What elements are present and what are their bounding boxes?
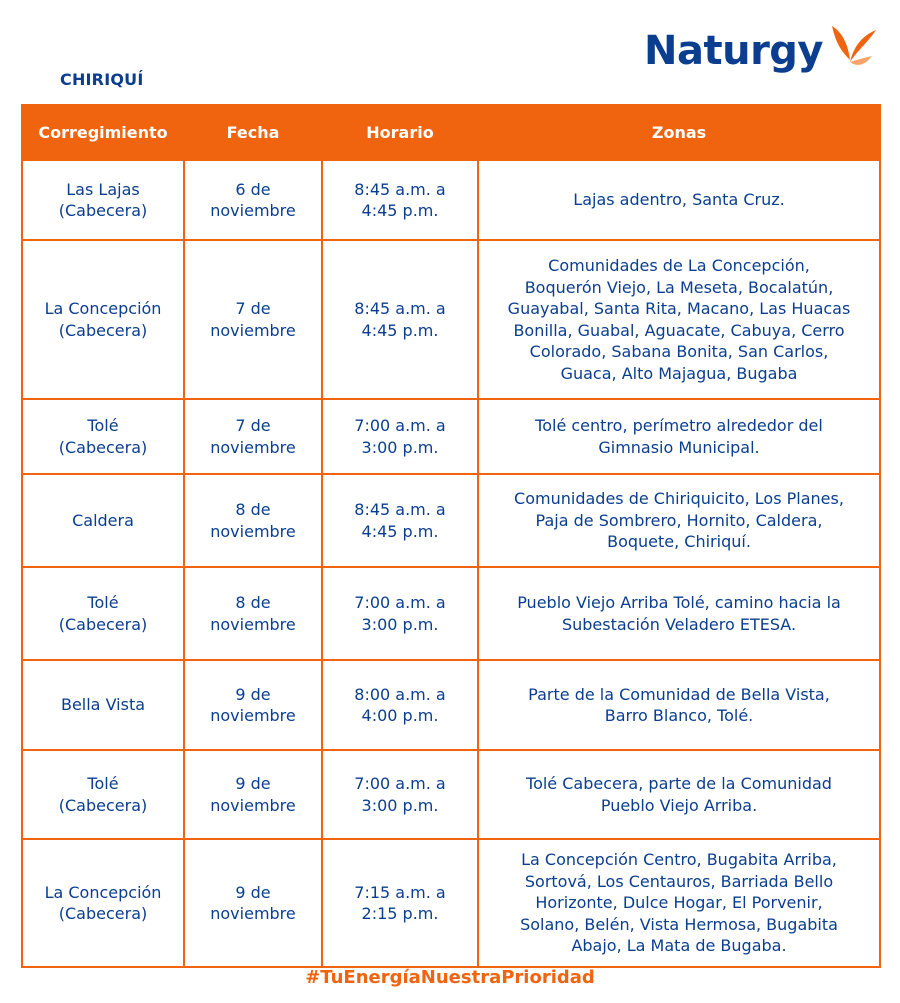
cell-fecha: 7 de noviembre bbox=[184, 240, 322, 399]
table-row bbox=[22, 160, 880, 240]
cell-zonas: Pueblo Viejo Arriba Tolé, camino hacia la Subestación Veladero ETESA. bbox=[478, 567, 880, 660]
cell-fecha: 6 de noviembre bbox=[184, 160, 322, 240]
cell-corregimiento: La Concepción (Cabecera) bbox=[22, 240, 184, 399]
header-fecha: Fecha bbox=[184, 105, 322, 160]
table-row bbox=[22, 474, 880, 567]
cell-horario: 7:15 a.m. a 2:15 p.m. bbox=[322, 839, 478, 967]
cell-horario: 8:00 a.m. a 4:00 p.m. bbox=[322, 660, 478, 750]
cell-horario: 8:45 a.m. a 4:45 p.m. bbox=[322, 474, 478, 567]
header-zonas: Zonas bbox=[478, 105, 880, 160]
table-row bbox=[22, 839, 880, 967]
cell-horario: 7:00 a.m. a 3:00 p.m. bbox=[322, 567, 478, 660]
cell-zonas: Comunidades de Chiriquicito, Los Planes, Paja de Sombrero, Hornito, Caldera, Boquete, Chiriquí. bbox=[478, 474, 880, 567]
table-row bbox=[22, 567, 880, 660]
cell-corregimiento: Caldera bbox=[22, 474, 184, 567]
cell-fecha: 9 de noviembre bbox=[184, 660, 322, 750]
butterfly-icon bbox=[828, 22, 880, 78]
cell-zonas: Comunidades de La Concepción, Boquerón Viejo, La Meseta, Bocalatún, Guayabal, Santa Rita, Macano, Las Huacas Bonilla, Guabal, Aguacate, Cabuya, Cerro Colorado, Sabana Bonita, San Carlos, Guaca, Alto Majagua, Bugaba bbox=[478, 240, 880, 399]
cell-zonas: La Concepción Centro, Bugabita Arriba, Sortová, Los Centauros, Barriada Bello Horizonte, Dulce Hogar, El Porvenir, Solano, Belén, Vista Hermosa, Bugabita Abajo, La Mata de Bugaba. bbox=[478, 839, 880, 967]
cell-fecha: 9 de noviembre bbox=[184, 839, 322, 967]
cell-horario: 7:00 a.m. a 3:00 p.m. bbox=[322, 399, 478, 474]
cell-zonas: Tolé Cabecera, parte de la Comunidad Pueblo Viejo Arriba. bbox=[478, 750, 880, 839]
cell-corregimiento: Bella Vista bbox=[22, 660, 184, 750]
cell-fecha: 8 de noviembre bbox=[184, 567, 322, 660]
hashtag-footer: #TuEnergíaNuestraPrioridad bbox=[305, 967, 595, 988]
cell-zonas: Lajas adentro, Santa Cruz. bbox=[478, 160, 880, 240]
naturgy-logo bbox=[644, 22, 884, 92]
cell-fecha: 7 de noviembre bbox=[184, 399, 322, 474]
table-row bbox=[22, 750, 880, 839]
table-header-row bbox=[22, 105, 880, 160]
cell-corregimiento: La Concepción (Cabecera) bbox=[22, 839, 184, 967]
table-row bbox=[22, 240, 880, 399]
table-row bbox=[22, 399, 880, 474]
cell-corregimiento: Las Lajas (Cabecera) bbox=[22, 160, 184, 240]
region-title: CHIRIQUÍ bbox=[60, 70, 144, 89]
cell-corregimiento: Tolé (Cabecera) bbox=[22, 567, 184, 660]
logo-wordmark: Naturgy bbox=[644, 28, 823, 74]
cell-corregimiento: Tolé (Cabecera) bbox=[22, 750, 184, 839]
table-row bbox=[22, 660, 880, 750]
cell-fecha: 8 de noviembre bbox=[184, 474, 322, 567]
cell-zonas: Tolé centro, perímetro alrededor del Gimnasio Municipal. bbox=[478, 399, 880, 474]
cell-fecha: 9 de noviembre bbox=[184, 750, 322, 839]
schedule-table bbox=[21, 104, 881, 968]
cell-horario: 8:45 a.m. a 4:45 p.m. bbox=[322, 240, 478, 399]
header-horario: Horario bbox=[322, 105, 478, 160]
cell-horario: 8:45 a.m. a 4:45 p.m. bbox=[322, 160, 478, 240]
cell-horario: 7:00 a.m. a 3:00 p.m. bbox=[322, 750, 478, 839]
cell-corregimiento: Tolé (Cabecera) bbox=[22, 399, 184, 474]
header-corregimiento: Corregimiento bbox=[22, 105, 184, 160]
cell-zonas: Parte de la Comunidad de Bella Vista, Barro Blanco, Tolé. bbox=[478, 660, 880, 750]
